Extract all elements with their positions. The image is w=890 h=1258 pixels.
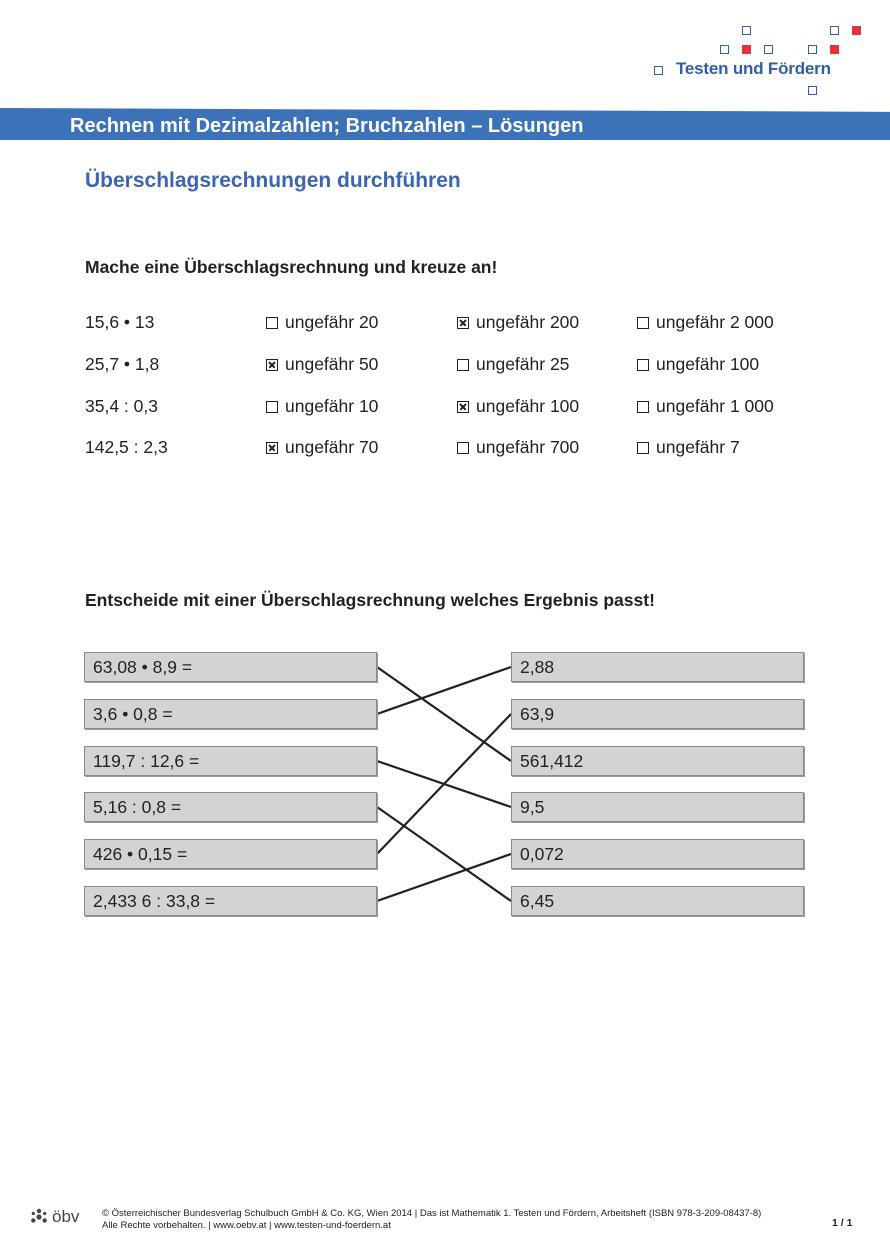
match-line (377, 807, 511, 901)
logo-text: Testen und Fördern (676, 59, 831, 78)
checkbox[interactable] (457, 359, 469, 371)
match-line (377, 854, 511, 901)
copyright-line: © Österreichischer Bundesverlag Schulbuch GmbH & Co. KG, Wien 2014 | Das ist Mathematik 1. Testen und Fördern, Arbeitsheft (ISBN 978-3-209-08437-8) (102, 1208, 762, 1219)
checkbox-checked[interactable] (457, 401, 469, 413)
expression: 25,7 • 1,8 (85, 354, 160, 374)
logo-square (830, 45, 839, 54)
option[interactable] (457, 396, 579, 417)
option[interactable] (457, 354, 569, 375)
checkbox[interactable] (637, 359, 649, 371)
option[interactable] (457, 437, 579, 458)
expression: 35,4 : 0,3 (85, 396, 158, 416)
checkbox-checked[interactable] (266, 359, 278, 371)
left-term[interactable]: 63,08 • 8,9 = (84, 652, 377, 682)
expression: 15,6 • 13 (85, 312, 155, 332)
right-result[interactable]: 6,45 (511, 886, 804, 916)
option-label: ungefähr 1 000 (656, 396, 774, 416)
option[interactable] (266, 437, 378, 458)
option-label: ungefähr 100 (656, 354, 760, 374)
checkbox[interactable] (637, 401, 649, 413)
left-term[interactable]: 3,6 • 0,8 = (84, 699, 377, 729)
expression: 142,5 : 2,3 (85, 437, 168, 457)
right-result[interactable]: 2,88 (511, 652, 804, 682)
left-term[interactable]: 5,16 : 0,8 = (84, 792, 377, 822)
option-label: ungefähr 10 (285, 396, 379, 416)
option-label: ungefähr 200 (476, 312, 580, 332)
logo-square (720, 45, 729, 54)
option-label: ungefähr 70 (285, 437, 379, 457)
option[interactable] (266, 396, 378, 417)
logo-square (742, 45, 751, 54)
publisher-logo (30, 1207, 79, 1227)
option[interactable] (637, 354, 759, 375)
option-label: ungefähr 20 (285, 312, 379, 332)
logo-square (852, 26, 861, 35)
logo-square (742, 26, 751, 35)
publisher-logo-text: öbv (52, 1207, 80, 1226)
right-result[interactable]: 63,9 (511, 699, 804, 729)
right-result[interactable]: 9,5 (511, 792, 804, 822)
section-heading: Überschlagsrechnungen durchführen (85, 169, 461, 192)
match-line (377, 714, 511, 854)
checkbox-checked[interactable] (266, 442, 278, 454)
task1-instruction: Mache eine Überschlagsrechnung und kreuze an! (85, 257, 498, 277)
checkbox[interactable] (637, 317, 649, 329)
checkbox[interactable] (637, 442, 649, 454)
right-result[interactable]: 561,412 (511, 746, 804, 776)
option[interactable] (457, 312, 579, 333)
option-label: ungefähr 700 (476, 437, 580, 457)
left-term[interactable]: 2,433 6 : 33,8 = (84, 886, 377, 916)
option-label: ungefähr 7 (656, 437, 740, 457)
logo-square (808, 86, 817, 95)
logo-square (830, 26, 839, 35)
option[interactable] (266, 354, 378, 375)
checkbox[interactable] (457, 442, 469, 454)
option-label: ungefähr 100 (476, 396, 580, 416)
left-term[interactable]: 426 • 0,15 = (84, 839, 377, 869)
option[interactable] (266, 312, 378, 333)
logo-square (654, 66, 663, 75)
option-label: ungefähr 2 000 (656, 312, 774, 332)
option[interactable] (637, 312, 774, 333)
option-label: ungefähr 25 (476, 354, 570, 374)
option[interactable] (637, 437, 740, 458)
checkbox[interactable] (266, 317, 278, 329)
rights-line: Alle Rechte vorbehalten. | www.oebv.at | www.testen-und-foerdern.at (102, 1220, 391, 1231)
publisher-icon (30, 1208, 48, 1226)
left-term[interactable]: 119,7 : 12,6 = (84, 746, 377, 776)
checkbox[interactable] (266, 401, 278, 413)
page-number: 1 / 1 (832, 1217, 853, 1229)
logo-square (764, 45, 773, 54)
match-line (377, 667, 511, 761)
match-line (377, 667, 511, 714)
right-result[interactable]: 0,072 (511, 839, 804, 869)
logo-square (808, 45, 817, 54)
checkbox-checked[interactable] (457, 317, 469, 329)
page-title: Rechnen mit Dezimalzahlen; Bruchzahlen – Lösungen (70, 115, 584, 137)
option-label: ungefähr 50 (285, 354, 379, 374)
task2-instruction: Entscheide mit einer Überschlagsrechnung welches Ergebnis passt! (85, 590, 655, 610)
option[interactable] (637, 396, 774, 417)
match-line (377, 761, 511, 807)
